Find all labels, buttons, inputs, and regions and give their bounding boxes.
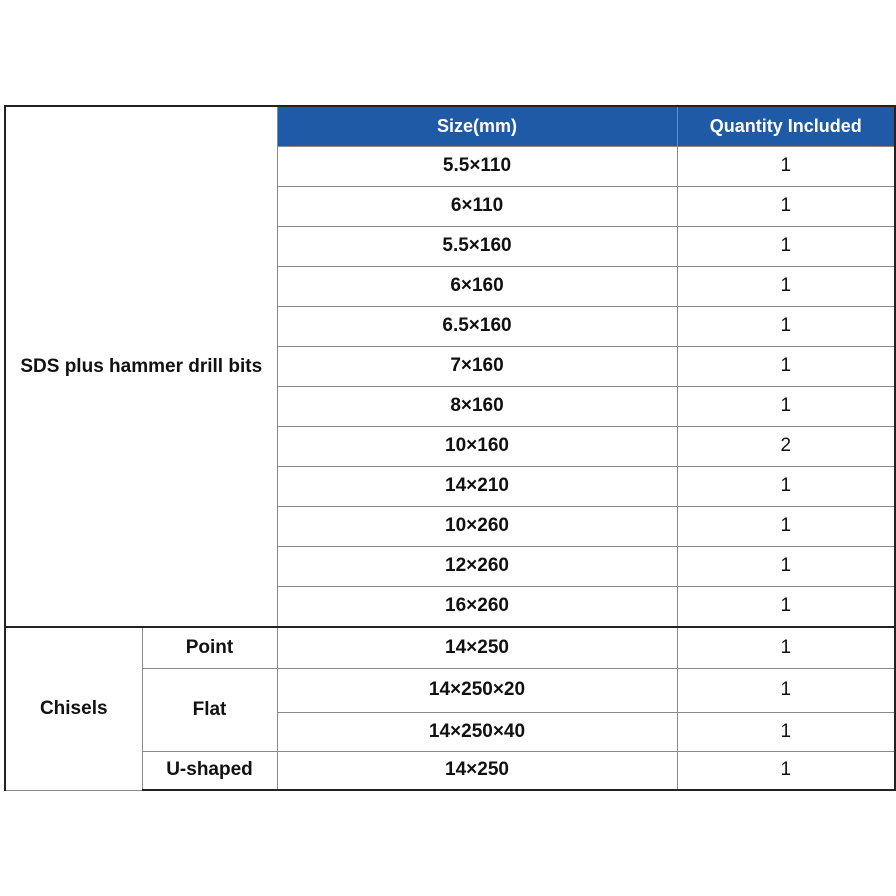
quantity-cell: 1 (677, 386, 895, 426)
quantity-cell: 2 (677, 426, 895, 466)
quantity-cell: 1 (677, 266, 895, 306)
quantity-cell: 1 (677, 186, 895, 226)
quantity-cell: 1 (677, 466, 895, 506)
size-cell: 10×260 (277, 506, 677, 546)
size-cell: 14×210 (277, 466, 677, 506)
quantity-cell: 1 (677, 751, 895, 790)
quantity-cell: 1 (677, 146, 895, 186)
size-cell: 8×160 (277, 386, 677, 426)
quantity-cell: 1 (677, 586, 895, 627)
drill-bits-group-label: SDS plus hammer drill bits (5, 106, 277, 627)
spec-table (4, 105, 896, 791)
size-cell: 6.5×160 (277, 306, 677, 346)
quantity-cell: 1 (677, 226, 895, 266)
quantity-cell: 1 (677, 627, 895, 668)
size-cell: 14×250×20 (277, 668, 677, 712)
size-cell: 7×160 (277, 346, 677, 386)
size-cell: 6×110 (277, 186, 677, 226)
header-row (5, 106, 895, 146)
quantity-cell: 1 (677, 712, 895, 751)
size-column-header: Size(mm) (277, 106, 677, 146)
table-row (5, 627, 895, 668)
size-cell: 6×160 (277, 266, 677, 306)
size-cell: 16×260 (277, 586, 677, 627)
chisel-flat-label: Flat (142, 668, 277, 751)
chisel-point-label: Point (142, 627, 277, 668)
chisel-u-shaped-label: U-shaped (142, 751, 277, 790)
chisels-group-label: Chisels (5, 627, 142, 790)
size-cell: 5.5×110 (277, 146, 677, 186)
quantity-cell: 1 (677, 306, 895, 346)
size-cell: 10×160 (277, 426, 677, 466)
size-cell: 14×250 (277, 751, 677, 790)
size-cell: 14×250 (277, 627, 677, 668)
quantity-column-header: Quantity Included (677, 106, 895, 146)
quantity-cell: 1 (677, 546, 895, 586)
size-cell: 5.5×160 (277, 226, 677, 266)
size-cell: 12×260 (277, 546, 677, 586)
size-cell: 14×250×40 (277, 712, 677, 751)
quantity-cell: 1 (677, 668, 895, 712)
quantity-cell: 1 (677, 506, 895, 546)
quantity-cell: 1 (677, 346, 895, 386)
